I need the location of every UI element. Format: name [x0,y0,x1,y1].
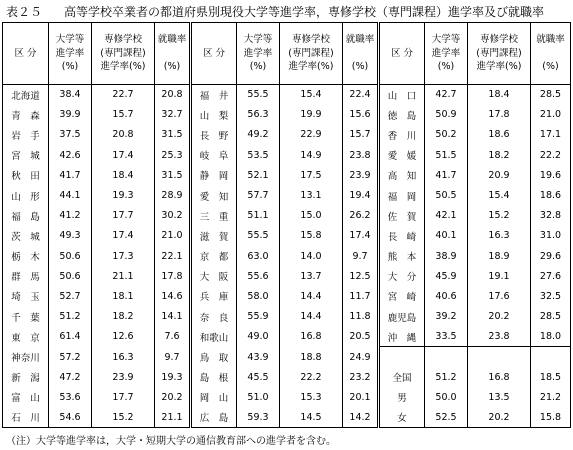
pref-cell: 香 川 [379,125,425,145]
emp-rate-cell: 20.2 [155,387,191,407]
pref-cell: 静 岡 [191,165,237,185]
header-emp: 就職率 (%) [531,23,571,85]
spec-rate-cell: 15.8 [280,226,343,246]
emp-rate-cell: 19.3 [155,367,191,387]
pref-cell: 岩 手 [11,130,40,142]
univ-rate-cell: 57.2 [49,347,92,367]
univ-rate-cell: 42.6 [49,145,92,165]
emp-rate-cell: 22.2 [531,145,571,165]
univ-rate-cell: 51.5 [425,145,468,165]
table-row [3,367,571,387]
emp-rate-cell: 11.7 [343,286,379,306]
table-row [3,246,571,266]
univ-rate-cell: 63.0 [237,246,280,266]
table-title [6,3,544,21]
emp-rate-cell: 23.2 [343,367,379,387]
header-region: 区 分 [379,23,425,85]
pref-cell: 奈 良 [191,307,237,327]
header-univ: 大学等 進学率 (%) [49,23,92,85]
emp-rate-cell: 17.8 [155,266,191,286]
table-row [3,185,571,205]
spec-rate-cell: 22.2 [280,367,343,387]
pref-cell: 岐 阜 [191,145,237,165]
univ-rate-cell: 58.0 [237,286,280,306]
pref-cell: 栃 木 [11,252,40,264]
pref-cell: 和歌山 [191,327,237,347]
spec-rate-cell: 15.2 [92,408,155,428]
univ-rate-cell: 55.9 [237,307,280,327]
univ-rate-cell: 45.5 [237,367,280,387]
univ-rate-cell: 49.3 [49,226,92,246]
pref-cell: 山 口 [379,85,425,105]
emp-rate-cell: 14.2 [343,408,379,428]
emp-rate-cell: 29.6 [531,246,571,266]
pref-cell: 山 形 [11,191,40,203]
pref-cell: 宮 城 [11,151,40,163]
pref-cell: 岡 山 [191,387,237,407]
spec-rate-cell: 14.5 [280,408,343,428]
rates-table [2,22,571,428]
pref-cell: 石 川 [11,413,40,425]
univ-rate-cell: 44.1 [49,185,92,205]
univ-rate-cell: 41.7 [49,165,92,185]
emp-rate-cell: 17.4 [343,226,379,246]
spec-rate-cell: 18.8 [280,347,343,367]
pref-cell: 全国 [379,367,425,387]
spec-rate-cell: 23.8 [468,327,531,347]
univ-rate-cell: 50.5 [425,185,468,205]
table-row [3,408,571,428]
pref-cell: 男 [379,387,425,407]
emp-rate-cell: 9.7 [155,347,191,367]
emp-rate-cell: 20.1 [343,387,379,407]
pref-cell: 広 島 [191,408,237,428]
spec-rate-cell: 15.0 [280,206,343,226]
univ-rate-cell: 55.5 [237,226,280,246]
emp-rate-cell [531,347,571,367]
footnote: （注）大学等進学率は，大学・短期大学の通信教育部への進学者を含む。 [6,436,336,447]
univ-rate-cell: 33.5 [425,327,468,347]
spec-rate-cell: 17.7 [92,387,155,407]
table-row [3,286,571,306]
univ-rate-cell: 50.2 [425,125,468,145]
emp-rate-cell: 17.1 [531,125,571,145]
pref-cell: 女 [379,408,425,428]
spec-rate-cell: 15.2 [468,206,531,226]
header-emp: 就職率 (%) [155,23,191,85]
pref-cell: 福 島 [11,211,40,223]
emp-rate-cell: 19.4 [343,185,379,205]
header-spec: 専修学校 (専門課程) 進学率(%) [92,23,155,85]
spec-rate-cell: 18.4 [468,85,531,105]
pref-cell: 大 分 [379,266,425,286]
spec-rate-cell [468,347,531,367]
pref-cell: 愛 媛 [379,145,425,165]
pref-cell: 大 阪 [191,266,237,286]
spec-rate-cell: 17.4 [92,145,155,165]
univ-rate-cell: 61.4 [49,327,92,347]
emp-rate-cell: 21.0 [531,105,571,125]
emp-rate-cell: 15.7 [343,125,379,145]
emp-rate-cell: 30.2 [155,206,191,226]
spec-rate-cell: 18.2 [92,307,155,327]
emp-rate-cell: 9.7 [343,246,379,266]
univ-rate-cell: 45.9 [425,266,468,286]
spec-rate-cell: 18.1 [92,286,155,306]
univ-rate-cell: 51.1 [237,206,280,226]
emp-rate-cell: 31.0 [531,226,571,246]
pref-cell: 長 野 [191,125,237,145]
pref-cell: 宮 崎 [379,286,425,306]
pref-cell: 鹿児島 [379,307,425,327]
emp-rate-cell: 28.5 [531,307,571,327]
univ-rate-cell: 50.9 [425,105,468,125]
emp-rate-cell: 28.5 [531,85,571,105]
pref-cell: 徳 島 [379,105,425,125]
table-row [3,347,571,367]
pref-cell: 福 井 [191,85,237,105]
univ-rate-cell: 50.0 [425,387,468,407]
spec-rate-cell: 23.9 [92,367,155,387]
header-region: 区 分 [3,23,49,85]
univ-rate-cell: 51.2 [425,367,468,387]
univ-rate-cell: 50.6 [49,246,92,266]
emp-rate-cell: 15.6 [343,105,379,125]
univ-rate-cell: 51.2 [49,307,92,327]
univ-rate-cell: 40.1 [425,226,468,246]
spec-rate-cell: 17.3 [92,246,155,266]
spec-rate-cell: 18.6 [468,125,531,145]
spec-rate-cell: 14.9 [280,145,343,165]
univ-rate-cell: 51.0 [237,387,280,407]
pref-cell: 新 潟 [11,373,40,385]
emp-rate-cell: 27.6 [531,266,571,286]
spec-rate-cell: 19.1 [468,266,531,286]
pref-cell: 沖 縄 [379,327,425,347]
spec-rate-cell: 19.9 [280,105,343,125]
spec-rate-cell: 17.8 [468,105,531,125]
emp-rate-cell: 32.8 [531,206,571,226]
univ-rate-cell: 56.3 [237,105,280,125]
emp-rate-cell: 20.5 [343,327,379,347]
header-region: 区 分 [191,23,237,85]
spec-rate-cell: 16.3 [468,226,531,246]
emp-rate-cell: 18.6 [531,185,571,205]
spec-rate-cell: 14.4 [280,307,343,327]
emp-rate-cell: 32.7 [155,105,191,125]
emp-rate-cell: 7.6 [155,327,191,347]
spec-rate-cell: 17.5 [280,165,343,185]
spec-rate-cell: 20.2 [468,307,531,327]
emp-rate-cell: 20.8 [155,85,191,105]
table-caption: 高等学校卒業者の都道府県別現役大学等進学率，専修学校（専門課程）進学率及び就職率 [64,5,545,19]
table-row [3,226,571,246]
table-row [3,307,571,327]
univ-rate-cell: 55.6 [237,266,280,286]
univ-rate-cell: 43.9 [237,347,280,367]
pref-cell: 東 京 [11,332,40,344]
univ-rate-cell: 40.6 [425,286,468,306]
table-number: 表２５ [6,5,43,19]
spec-rate-cell: 15.3 [280,387,343,407]
univ-rate-cell: 41.2 [49,206,92,226]
table-row [3,125,571,145]
spec-rate-cell: 16.3 [92,347,155,367]
pref-cell: 茨 城 [11,231,40,243]
spec-rate-cell: 17.6 [468,286,531,306]
univ-rate-cell: 39.9 [49,105,92,125]
spec-rate-cell: 19.3 [92,185,155,205]
pref-cell: 鳥 取 [191,347,237,367]
univ-rate-cell: 50.6 [49,266,92,286]
spec-rate-cell: 16.8 [468,367,531,387]
univ-rate-cell: 52.7 [49,286,92,306]
emp-rate-cell: 14.6 [155,286,191,306]
pref-cell: 長 崎 [379,226,425,246]
univ-rate-cell: 54.6 [49,408,92,428]
emp-rate-cell: 15.8 [531,408,571,428]
emp-rate-cell: 21.0 [155,226,191,246]
spec-rate-cell: 21.1 [92,266,155,286]
emp-rate-cell: 19.6 [531,165,571,185]
univ-rate-cell: 37.5 [49,125,92,145]
univ-rate-cell: 49.0 [237,327,280,347]
univ-rate-cell: 57.7 [237,185,280,205]
spec-rate-cell: 13.1 [280,185,343,205]
emp-rate-cell: 11.8 [343,307,379,327]
emp-rate-cell: 21.2 [531,387,571,407]
pref-cell: 三 重 [191,206,237,226]
emp-rate-cell: 18.0 [531,327,571,347]
pref-cell: 山 梨 [191,105,237,125]
spec-rate-cell: 22.7 [92,85,155,105]
pref-cell: 高 知 [379,165,425,185]
emp-rate-cell: 18.5 [531,367,571,387]
spec-rate-cell: 20.2 [468,408,531,428]
spec-rate-cell: 18.2 [468,145,531,165]
pref-cell: 京 都 [191,246,237,266]
table-row [3,327,571,347]
spec-rate-cell: 15.4 [468,185,531,205]
spec-rate-cell: 20.9 [468,165,531,185]
pref-cell: 熊 本 [379,246,425,266]
spec-rate-cell: 20.8 [92,125,155,145]
pref-cell: 青 森 [11,110,40,122]
pref-cell: 愛 知 [191,185,237,205]
univ-rate-cell: 55.5 [237,85,280,105]
table-row [3,266,571,286]
univ-rate-cell: 42.1 [425,206,468,226]
emp-rate-cell: 22.1 [155,246,191,266]
pref-cell: 北海道 [11,90,40,102]
table-row [3,206,571,226]
pref-cell: 富 山 [11,393,40,405]
spec-rate-cell: 17.7 [92,206,155,226]
emp-rate-cell: 31.5 [155,125,191,145]
pref-cell: 埼 玉 [11,292,40,304]
header-emp: 就職率 (%) [343,23,379,85]
table-row [3,387,571,407]
emp-rate-cell: 32.5 [531,286,571,306]
spec-rate-cell: 12.6 [92,327,155,347]
univ-rate-cell: 52.1 [237,165,280,185]
univ-rate-cell: 42.7 [425,85,468,105]
emp-rate-cell: 23.8 [343,145,379,165]
pref-cell: 秋 田 [11,171,40,183]
pref-cell: 群 馬 [11,272,40,284]
spec-rate-cell: 22.9 [280,125,343,145]
emp-rate-cell: 25.3 [155,145,191,165]
table-row [3,105,571,125]
spec-rate-cell: 14.4 [280,286,343,306]
emp-rate-cell: 14.1 [155,307,191,327]
univ-rate-cell: 59.3 [237,408,280,428]
emp-rate-cell: 28.9 [155,185,191,205]
pref-cell: 福 岡 [379,185,425,205]
emp-rate-cell: 12.5 [343,266,379,286]
spec-rate-cell: 17.4 [92,226,155,246]
spec-rate-cell: 18.4 [92,165,155,185]
pref-cell: 兵 庫 [191,286,237,306]
pref-cell: 神奈川 [11,353,40,365]
emp-rate-cell: 21.1 [155,408,191,428]
table-row [3,145,571,165]
pref-cell: 佐 賀 [379,206,425,226]
univ-rate-cell [425,347,468,367]
pref-cell [379,347,425,367]
header-spec: 専修学校 (専門課程) 進学率(%) [280,23,343,85]
pref-cell: 島 根 [191,367,237,387]
emp-rate-cell: 22.4 [343,85,379,105]
univ-rate-cell: 41.7 [425,165,468,185]
spec-rate-cell: 16.8 [280,327,343,347]
spec-rate-cell: 13.7 [280,266,343,286]
header-univ: 大学等 進学率 (%) [237,23,280,85]
pref-cell: 千 葉 [11,312,40,324]
header-univ: 大学等 進学率 (%) [425,23,468,85]
emp-rate-cell: 26.2 [343,206,379,226]
pref-cell: 滋 賀 [191,226,237,246]
univ-rate-cell: 49.2 [237,125,280,145]
table-row [3,165,571,185]
univ-rate-cell: 47.2 [49,367,92,387]
spec-rate-cell: 15.4 [280,85,343,105]
spec-rate-cell: 14.0 [280,246,343,266]
header-spec: 専修学校 (専門課程) 進学率(%) [468,23,531,85]
univ-rate-cell: 38.9 [425,246,468,266]
emp-rate-cell: 23.9 [343,165,379,185]
spec-rate-cell: 18.9 [468,246,531,266]
univ-rate-cell: 39.2 [425,307,468,327]
univ-rate-cell: 52.5 [425,408,468,428]
emp-rate-cell: 31.5 [155,165,191,185]
header-row [3,23,571,85]
emp-rate-cell: 24.9 [343,347,379,367]
spec-rate-cell: 15.7 [92,105,155,125]
univ-rate-cell: 53.5 [237,145,280,165]
spec-rate-cell: 13.5 [468,387,531,407]
table-row [3,85,571,105]
univ-rate-cell: 53.6 [49,387,92,407]
univ-rate-cell: 38.4 [49,85,92,105]
